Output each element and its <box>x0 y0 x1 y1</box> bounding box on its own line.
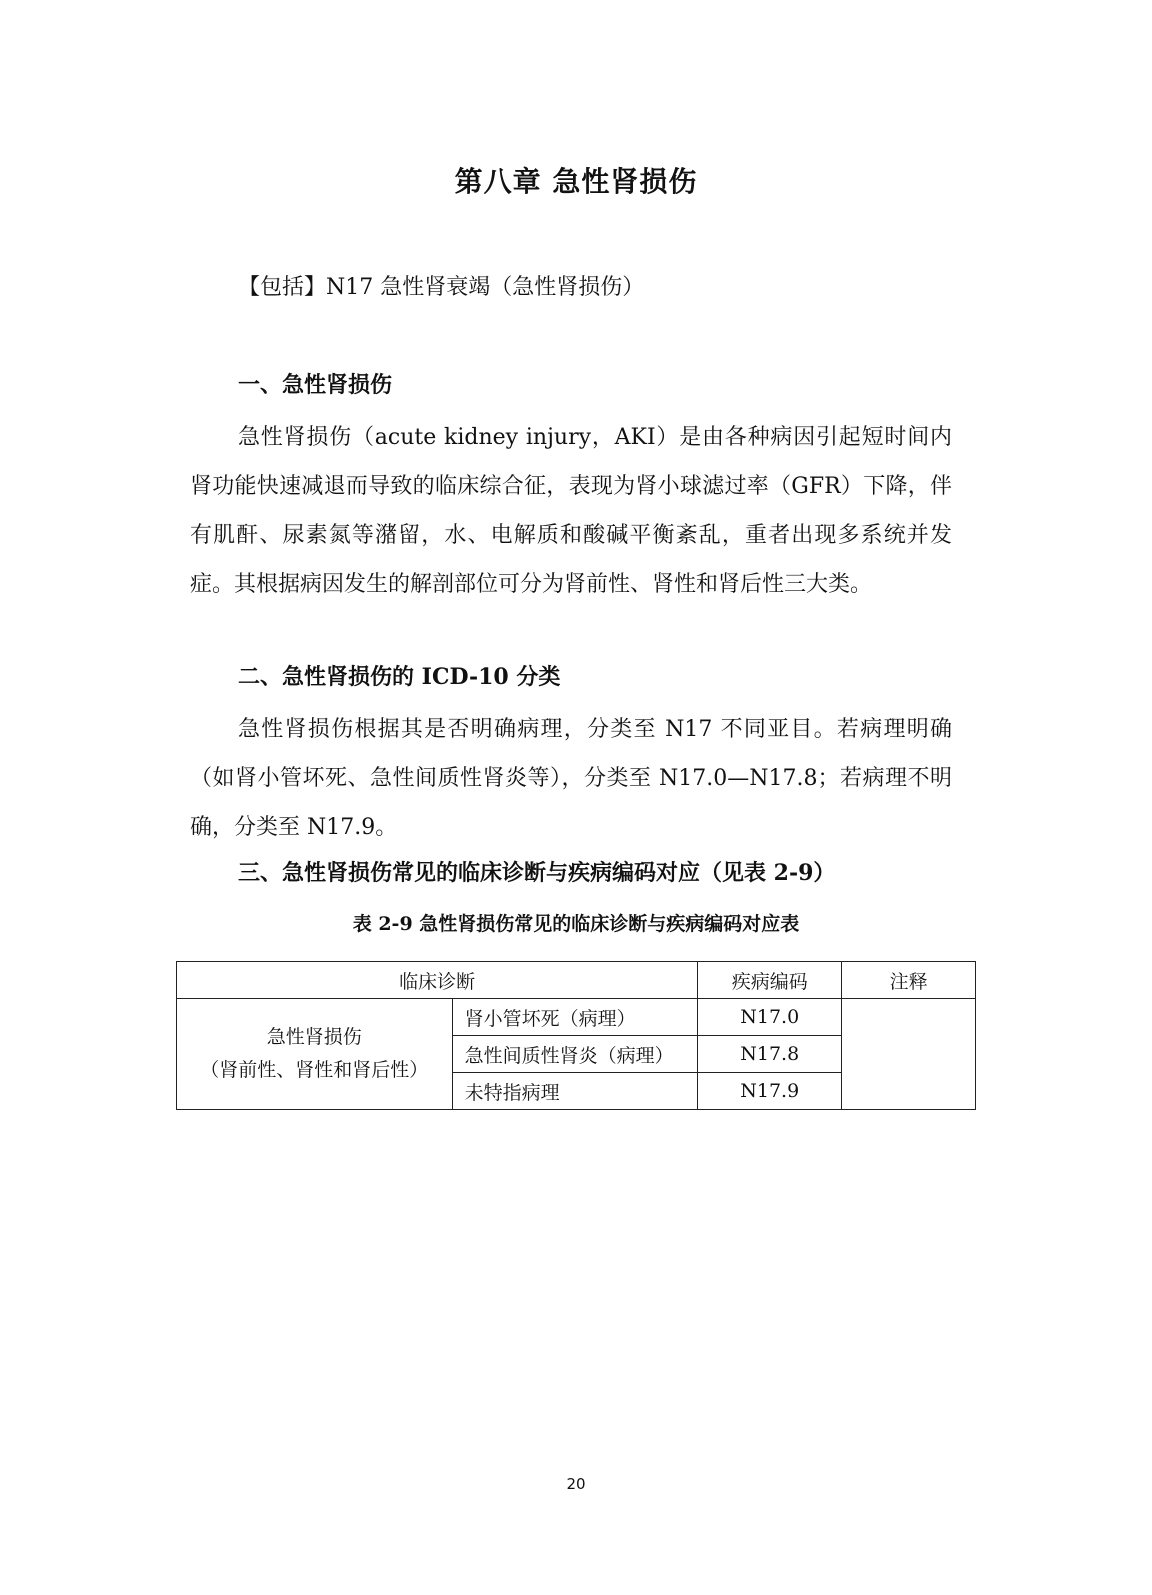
page-number: 20 <box>566 1475 586 1493</box>
header-diagnosis: 临床诊断 <box>177 962 698 999</box>
header-code: 疾病编码 <box>698 962 842 999</box>
main-diagnosis-line2: （肾前性、肾性和肾后性） <box>200 1059 429 1081</box>
main-diagnosis-cell <box>177 999 453 1110</box>
section-2-body: 急性肾损伤根据其是否明确病理，分类至 N17 不同亚目。若病理明确（如肾小管坏死、急性间质性肾炎等），分类至 N17.0—N17.8；若病理不明确，分类至 N17.9。 <box>190 717 952 840</box>
section-2-heading: 二、急性肾损伤的 ICD-10 分类 <box>238 664 561 690</box>
code-cell: N17.8 <box>698 1036 842 1073</box>
note-cell <box>842 999 976 1110</box>
code-cell: N17.9 <box>698 1073 842 1110</box>
section-3-heading: 三、急性肾损伤常见的临床诊断与疾病编码对应（见表 2-9） <box>238 860 836 886</box>
code-cell: N17.0 <box>698 999 842 1036</box>
includes-line: 【包括】N17 急性肾衰竭（急性肾损伤） <box>238 275 645 300</box>
table-row <box>177 999 976 1036</box>
main-diagnosis-line1: 急性肾损伤 <box>266 1026 362 1048</box>
table-caption: 表 2-9 急性肾损伤常见的临床诊断与疾病编码对应表 <box>352 913 800 935</box>
sub-diagnosis-cell: 急性间质性肾炎（病理） <box>452 1036 698 1073</box>
header-note: 注释 <box>842 962 976 999</box>
sub-diagnosis-cell: 肾小管坏死（病理） <box>452 999 698 1036</box>
chapter-title: 第八章 急性肾损伤 <box>454 165 698 198</box>
diagnosis-code-table <box>176 961 976 1110</box>
table-header-row <box>177 962 976 999</box>
section-1-body: 急性肾损伤（acute kidney injury，AKI）是由各种病因引起短时间内肾功能快速减退而导致的临床综合征，表现为肾小球滤过率（GFR）下降，伴有肌酐、尿素氮等潴留，水、电解质和酸碱平衡紊乱，重者出现多系统并发症。其根据病因发生的解剖部位可分为肾前性、肾性和肾后性三大类。 <box>190 425 952 597</box>
sub-diagnosis-cell: 未特指病理 <box>452 1073 698 1110</box>
section-1-heading: 一、急性肾损伤 <box>238 372 393 398</box>
